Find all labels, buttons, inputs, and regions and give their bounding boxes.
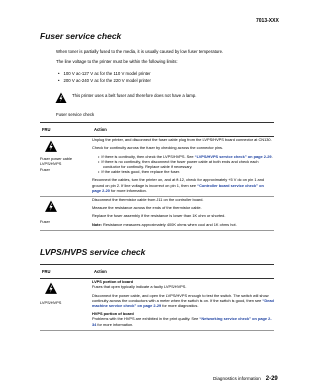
action-step: Measure the resistance across the ends of the thermistor cable. [92, 205, 202, 211]
footer-label: Diagnostics information [213, 376, 261, 381]
voltage-paragraph: The line voltage to the printer must be within the following limits: [56, 59, 178, 64]
cross-reference-link[interactable]: “Controller board service check” on page 2-20 [92, 182, 264, 193]
fru-name: Fuser power cable [40, 156, 73, 162]
section-title-lvps-hvps: LVPS/HVPS service check [40, 247, 146, 257]
action-subheading: HVPS portion of board [92, 311, 134, 317]
action-step: Disconnect the power cable, and open the LVPS/HVPS enough to test the switch. The switch will show continuity across the conductors with a meter when the switch is on. If the switch is good, then see “Dead machine service check” on page 2-29 for more diagnostics. [92, 292, 274, 309]
action-list-item: • If the cable tests good, then replace the fuser. [98, 169, 274, 174]
table-header-row [40, 265, 274, 279]
action-cell [92, 137, 274, 197]
page-number: 2-29 [265, 376, 278, 382]
model-code: 7013-XXX [256, 18, 279, 24]
fru-name: LVPS/HVPS [40, 161, 62, 167]
section-title-fuser: Fuser service check [40, 31, 122, 41]
fru-name: Fuser [40, 219, 50, 225]
fru-cell [40, 197, 92, 231]
action-step: Fuses that open typically indicate a faulty LVPS/HVPS. [92, 284, 187, 290]
voltage-bullet: • 100 V ac-127 V ac for the 110 V model printer [58, 71, 151, 76]
fru-name: LVPS/HVPS [40, 300, 62, 306]
action-note: Note: Resistance measures approximately 400K ohms when cool and 1K ohms hot. [92, 221, 237, 227]
action-step: Problems with the HVPS are exhibited in the print quality. See “Networking service check” on page 2-34 for more information. [92, 316, 272, 327]
action-cell [92, 197, 274, 231]
table-header-row [40, 123, 274, 137]
column-header-action: Action [92, 123, 274, 137]
table-row [40, 137, 274, 197]
warning-icon [44, 200, 58, 213]
fru-name: Fuser [40, 166, 50, 172]
table-caption: Fuser service check [56, 112, 95, 117]
column-header-action: Action [92, 265, 274, 279]
voltage-bullet: • 200 V ac-240 V ac for the 220 V model printer [58, 78, 151, 83]
column-header-fru: FRU [40, 123, 92, 137]
action-step: Unplug the printer, and disconnect the fuser cable plug from the LVPS/HVPS board connector at CN130. [92, 137, 272, 143]
warning-icon [55, 92, 67, 104]
table-row [40, 279, 274, 331]
fru-cell [40, 137, 92, 197]
lvps-hvps-service-table [40, 264, 274, 331]
warning-icon [44, 282, 58, 295]
fru-cell [40, 279, 92, 331]
warning-icon [44, 140, 58, 153]
cross-reference-link[interactable]: “Networking service check” on page 2-34 [92, 316, 272, 327]
page-footer [213, 376, 278, 382]
action-cell [92, 279, 274, 331]
note-text: This printer uses a belt fuser and therefore does not have a lamp. [72, 93, 197, 98]
action-list-item: • If there is no continuity, then disconnect the fuser power cable at both ends and check each conductor for continuity. Replace cable if necessary. [98, 159, 274, 169]
action-list [92, 154, 274, 175]
cross-reference-link[interactable]: “Dead machine service check” on page 2-29 [92, 297, 274, 309]
action-step: Replace the fuser assembly if the resistance is lower than 1K ohm or shorted. [92, 213, 226, 219]
action-subheading: LVPS portion of board [92, 279, 133, 285]
action-step: Check for continuity across the fuser by checking across the connector pins. [92, 145, 224, 151]
intro-paragraph: When toner is partially fused to the media, it is usually caused by low fuser temperature. [56, 49, 224, 54]
action-step: Reconnect the cables, turn the printer on, and at ft.12, check for approximately +5 V dc on pin 1 and ground on pin 2. If line voltage is incorrect on pin 1, then see “Controller board service check” on page 2-20 for more information. [92, 177, 265, 193]
table-row [40, 197, 274, 231]
column-header-fru: FRU [40, 265, 92, 279]
cross-reference-link[interactable]: “LVPS/HVPS service check” on page 2-29 [194, 153, 272, 159]
action-list-item: • If there is continuity, then check the LVPS/HVPS. See “LVPS/HVPS service check” on page 2-29. [98, 154, 274, 159]
action-step: Disconnect the thermistor cable from J11 on the controller board. [92, 197, 204, 203]
fuser-service-table [40, 122, 274, 231]
